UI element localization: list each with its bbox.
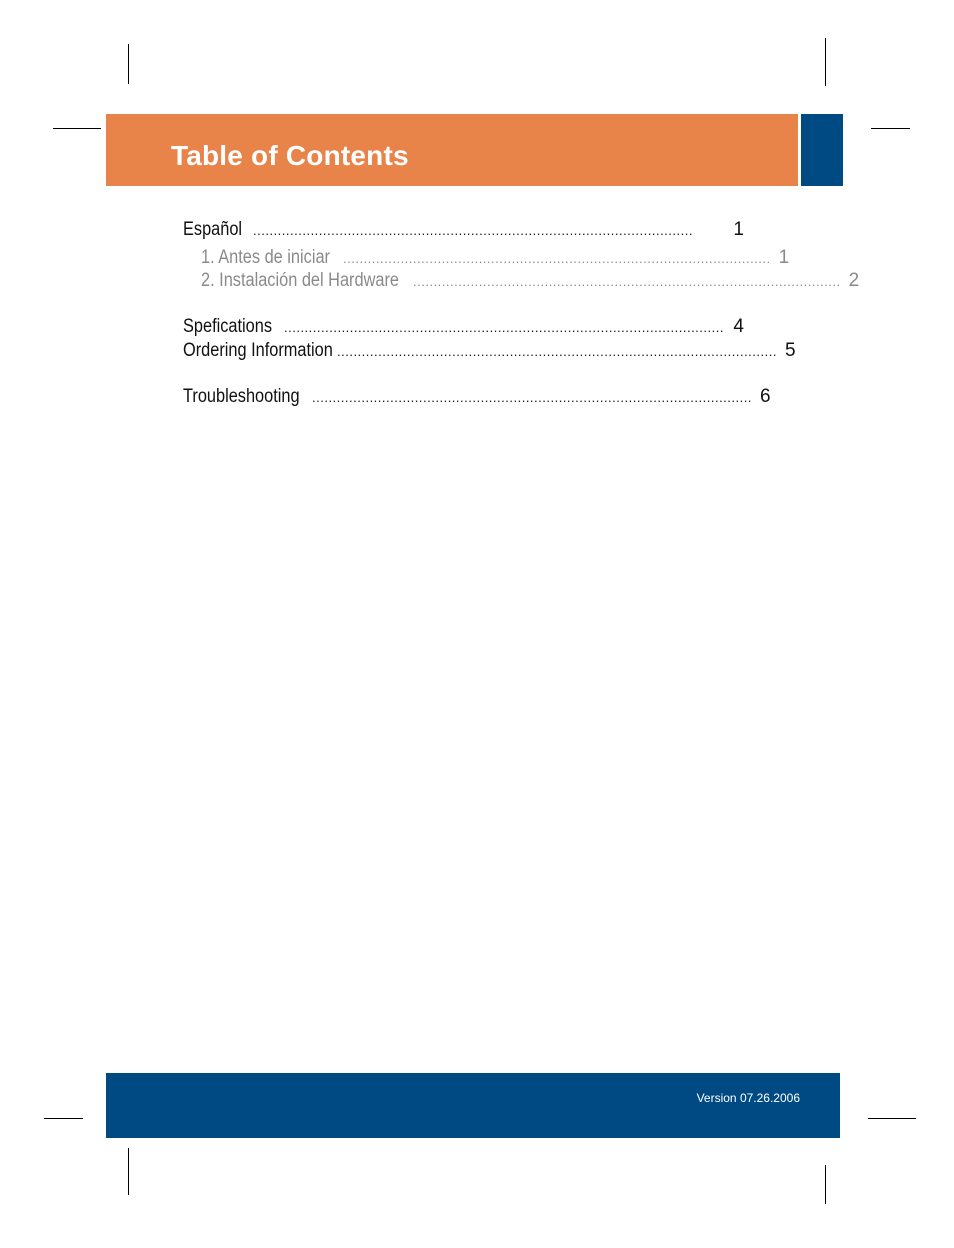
toc-page-number: 5 [784, 340, 796, 361]
crop-mark-top-left [128, 44, 129, 84]
header-accent-block [801, 114, 843, 186]
crop-mark-left-bottom [44, 1118, 83, 1119]
toc-page-number: 1 [778, 247, 790, 268]
toc-leader-dots: ........................................................................................................ [343, 251, 771, 266]
toc-entry-ordering-information[interactable] [183, 339, 796, 364]
crop-mark-bottom-right [825, 1165, 826, 1204]
toc-entry-instalacion-hardware[interactable] [201, 269, 860, 294]
toc-page-number: 4 [733, 316, 744, 337]
version-label: Version 07.26.2006 [696, 1091, 800, 1105]
toc-entry-spefications[interactable] [183, 315, 744, 340]
toc-entry-label: Troubleshooting [183, 386, 300, 407]
toc-page-number: 6 [759, 386, 771, 407]
crop-mark-right-bottom [868, 1118, 916, 1119]
toc-entry-label: Spefications [183, 316, 273, 337]
toc-page-number: 1 [733, 219, 744, 240]
crop-mark-bottom-left [128, 1148, 129, 1195]
crop-mark-right-top [871, 128, 910, 129]
toc-entry-label: Ordering Information [183, 340, 333, 361]
toc-entry-antes-de-iniciar[interactable] [201, 246, 790, 271]
toc-leader-dots: ........................................................................................................ [413, 274, 841, 289]
toc-leader-dots: ........................................................................................................... [337, 344, 777, 359]
crop-mark-top-right [825, 38, 826, 86]
toc-leader-dots: ........................................................................................................... [253, 223, 693, 238]
toc-leader-dots: ........................................................................................................... [284, 320, 724, 335]
toc-leader-dots: ........................................................................................................... [312, 390, 752, 405]
page-title: Table of Contents [171, 140, 409, 171]
footer-band [106, 1073, 840, 1138]
toc-entry-label: 1. Antes de iniciar [201, 247, 330, 268]
toc-entry-troubleshooting[interactable] [183, 385, 771, 410]
crop-mark-left-top [53, 128, 101, 129]
toc-entry-label: Español [183, 219, 243, 240]
header-band [106, 114, 798, 186]
toc-page-number: 2 [848, 270, 860, 291]
toc-entry-label: 2. Instalación del Hardware [201, 270, 400, 291]
toc-entry-espanol[interactable] [183, 218, 744, 243]
